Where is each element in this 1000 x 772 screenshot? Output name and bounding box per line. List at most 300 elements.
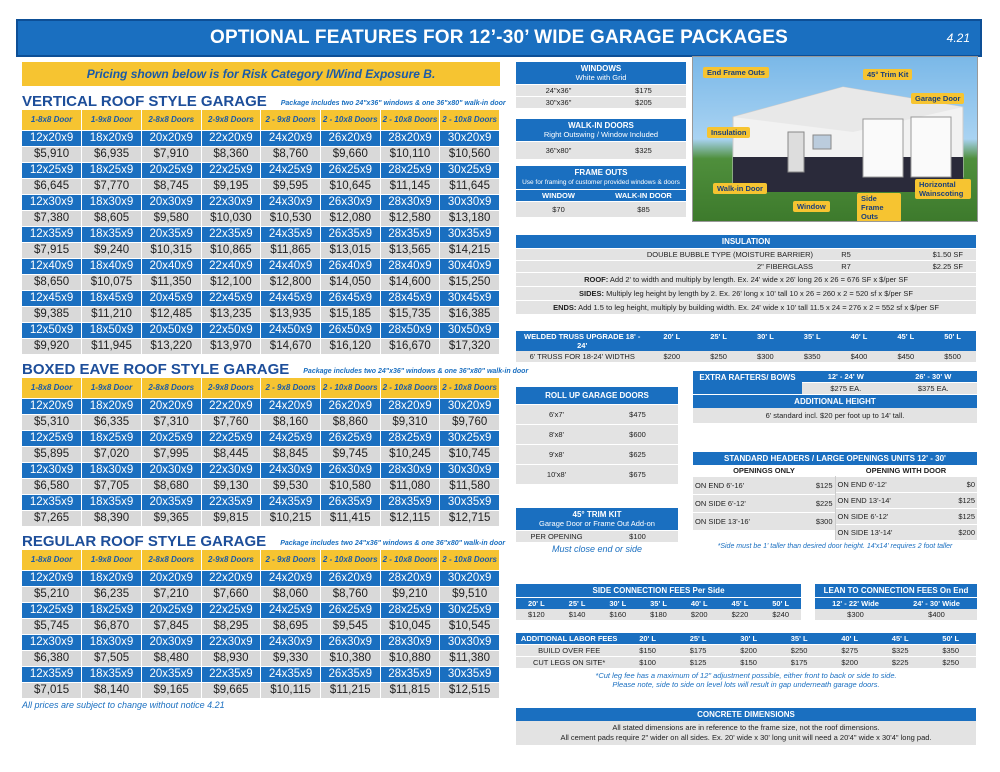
price-cell: $7,770 xyxy=(82,178,142,194)
price-cell: $6,235 xyxy=(82,586,142,602)
size-cell: 26x45x9 xyxy=(320,290,380,306)
size-cell: 24x35x9 xyxy=(261,666,321,682)
price-row xyxy=(22,510,500,526)
door-header: 2 - 10x8 Doors xyxy=(440,110,500,130)
door-header: 2 - 9x8 Doors xyxy=(261,378,321,398)
headers-note: *Side must be 1' taller than desired door height. 14'x14' requires 2 foot taller xyxy=(717,543,953,550)
size-cell: 20x40x9 xyxy=(141,258,201,274)
size-cell: 22x20x9 xyxy=(201,570,261,586)
price-cell: $5,895 xyxy=(22,446,82,462)
door-header: 2 - 10x8 Doors xyxy=(440,550,500,570)
price-cell: $13,935 xyxy=(261,306,321,322)
price-cell: $11,080 xyxy=(380,478,440,494)
size-cell: 26x30x9 xyxy=(320,462,380,478)
lean-to-box xyxy=(815,584,977,620)
size-row xyxy=(22,226,500,242)
section-title: VERTICAL ROOF STYLE GARAGE xyxy=(22,93,267,110)
insulation-header: INSULATION xyxy=(516,235,976,248)
door-header: 2 - 10x8 Doors xyxy=(320,110,380,130)
price-cell: $5,310 xyxy=(22,414,82,430)
size-cell: 22x25x9 xyxy=(201,602,261,618)
size-row xyxy=(22,290,500,306)
price-cell: $5,210 xyxy=(22,586,82,602)
price-cell: $11,865 xyxy=(261,242,321,258)
price-cell: $8,695 xyxy=(261,618,321,634)
price-cell: $9,130 xyxy=(201,478,261,494)
frameouts-box xyxy=(516,166,686,217)
size-cell: 12x30x9 xyxy=(22,194,82,210)
size-cell: 18x35x9 xyxy=(82,494,142,510)
size-cell: 26x30x9 xyxy=(320,194,380,210)
size-cell: 18x40x9 xyxy=(82,258,142,274)
door-header: 2-9x8 Doors xyxy=(201,550,261,570)
size-cell: 18x30x9 xyxy=(82,634,142,650)
concrete-header: CONCRETE DIMENSIONS xyxy=(516,708,976,721)
price-cell: $8,480 xyxy=(141,650,201,666)
size-cell: 18x35x9 xyxy=(82,666,142,682)
price-cell: $7,995 xyxy=(141,446,201,462)
price-row xyxy=(22,242,500,258)
size-cell: 18x45x9 xyxy=(82,290,142,306)
price-row xyxy=(22,682,500,698)
size-cell: 20x25x9 xyxy=(141,430,201,446)
labor-box xyxy=(516,633,976,689)
price-cell: $10,645 xyxy=(320,178,380,194)
pricing-note: Pricing shown below is for Risk Category I/Wind Exposure B. xyxy=(22,62,500,86)
package-note: Package includes two 24"x36" windows & one 36"x80" walk-in door xyxy=(280,540,506,547)
windows-row: 24"x36" $175 xyxy=(516,84,686,96)
callout-insulation: Insulation xyxy=(707,127,750,138)
headers-cols: OPENINGS ONLY OPENING WITH DOOR xyxy=(693,465,977,476)
door-header: 2 - 10x8 Doors xyxy=(380,110,440,130)
price-cell: $12,515 xyxy=(440,682,500,698)
price-cell: $13,180 xyxy=(440,210,500,226)
size-cell: 20x20x9 xyxy=(141,570,201,586)
price-cell: $13,220 xyxy=(141,338,201,354)
price-cell: $14,050 xyxy=(320,274,380,290)
size-row xyxy=(22,194,500,210)
size-cell: 18x25x9 xyxy=(82,602,142,618)
price-cell: $10,560 xyxy=(440,146,500,162)
size-cell: 30x20x9 xyxy=(440,570,500,586)
price-cell: $7,015 xyxy=(22,682,82,698)
size-cell: 22x30x9 xyxy=(201,462,261,478)
price-cell: $14,215 xyxy=(440,242,500,258)
price-cell: $10,315 xyxy=(141,242,201,258)
price-cell: $12,580 xyxy=(380,210,440,226)
size-cell: 28x35x9 xyxy=(380,494,440,510)
rafters-header: EXTRA RAFTERS/ BOWS 12' - 24' W 26' - 30' W $275 EA. $375 EA. xyxy=(693,371,977,394)
size-cell: 22x30x9 xyxy=(201,194,261,210)
size-cell: 20x30x9 xyxy=(141,462,201,478)
door-header: 2 - 10x8 Doors xyxy=(380,378,440,398)
package-note: Package includes two 24"x36" windows & one 36"x80" walk-in door xyxy=(280,100,506,107)
size-cell: 28x30x9 xyxy=(380,634,440,650)
callout-end-frame: End Frame Outs xyxy=(703,67,769,78)
trimkit-box xyxy=(516,508,678,554)
size-cell: 30x30x9 xyxy=(440,634,500,650)
size-cell: 20x45x9 xyxy=(141,290,201,306)
section-heading xyxy=(22,90,506,110)
size-cell: 12x20x9 xyxy=(22,398,82,414)
size-row xyxy=(22,462,500,478)
size-cell: 22x40x9 xyxy=(201,258,261,274)
price-cell: $8,745 xyxy=(141,178,201,194)
header-door-row: ON END 13'-14' $125 xyxy=(836,492,978,508)
lean-to-vals: $300 $400 xyxy=(815,609,977,620)
size-cell: 30x30x9 xyxy=(440,462,500,478)
page-title: OPTIONAL FEATURES FOR 12’-30’ WIDE GARAGE PACKAGES xyxy=(210,27,788,48)
price-cell: $9,330 xyxy=(261,650,321,666)
price-row xyxy=(22,146,500,162)
size-cell: 28x25x9 xyxy=(380,162,440,178)
size-cell: 12x30x9 xyxy=(22,462,82,478)
size-cell: 28x35x9 xyxy=(380,226,440,242)
side-connection-vals: $120 $140 $160 $180 $200 $220 $240 xyxy=(516,609,801,620)
size-cell: 30x20x9 xyxy=(440,130,500,146)
door-header: 1-8x8 Door xyxy=(22,550,82,570)
callout-side-frame: Side Frame Outs xyxy=(857,193,901,222)
size-cell: 20x20x9 xyxy=(141,398,201,414)
price-cell: $10,110 xyxy=(380,146,440,162)
price-cell: $8,605 xyxy=(82,210,142,226)
size-cell: 18x35x9 xyxy=(82,226,142,242)
size-cell: 20x35x9 xyxy=(141,226,201,242)
price-cell: $8,860 xyxy=(320,414,380,430)
size-cell: 22x20x9 xyxy=(201,130,261,146)
header-opening-row: ON SIDE 13'-16' $300 xyxy=(693,512,835,530)
size-cell: 28x50x9 xyxy=(380,322,440,338)
size-cell: 30x35x9 xyxy=(440,666,500,682)
door-header: 1-8x8 Door xyxy=(22,110,82,130)
side-connection-box xyxy=(516,584,801,620)
price-cell: $9,510 xyxy=(440,586,500,602)
price-cell: $8,295 xyxy=(201,618,261,634)
trimkit-row: PER OPENING $100 xyxy=(516,530,678,542)
price-cell: $10,880 xyxy=(380,650,440,666)
size-cell: 26x30x9 xyxy=(320,634,380,650)
price-cell: $14,600 xyxy=(380,274,440,290)
size-cell: 12x35x9 xyxy=(22,666,82,682)
labor-row: BUILD OVER FEE $150 $175 $200 $250 $275 $325 $350 xyxy=(516,644,976,656)
callout-wainscot: Horizontal Wainscoting xyxy=(915,179,971,199)
windows-row: 30"x36" $205 xyxy=(516,96,686,108)
price-cell: $9,595 xyxy=(261,178,321,194)
rollup-row: 9'x8' $625 xyxy=(516,444,678,464)
rollup-box xyxy=(516,387,678,484)
price-cell: $7,910 xyxy=(141,146,201,162)
headers-box xyxy=(693,452,977,550)
price-cell: $12,800 xyxy=(261,274,321,290)
price-cell: $12,485 xyxy=(141,306,201,322)
size-cell: 12x30x9 xyxy=(22,634,82,650)
size-cell: 30x20x9 xyxy=(440,398,500,414)
size-cell: 26x35x9 xyxy=(320,666,380,682)
door-header: 2 - 9x8 Doors xyxy=(261,550,321,570)
lean-to-header: LEAN TO CONNECTION FEES On End xyxy=(815,584,977,597)
price-cell: $11,580 xyxy=(440,478,500,494)
section-title: REGULAR ROOF STYLE GARAGE xyxy=(22,533,267,550)
door-header: 1-8x8 Door xyxy=(22,378,82,398)
callout-walkin: Walk-in Door xyxy=(713,183,767,194)
price-cell: $10,745 xyxy=(440,446,500,462)
price-cell: $8,360 xyxy=(201,146,261,162)
price-cell: $7,915 xyxy=(22,242,82,258)
size-cell: 22x35x9 xyxy=(201,226,261,242)
price-cell: $10,215 xyxy=(261,510,321,526)
price-cell: $15,185 xyxy=(320,306,380,322)
size-cell: 26x40x9 xyxy=(320,258,380,274)
price-cell: $7,660 xyxy=(201,586,261,602)
labor-header: ADDITIONAL LABOR FEES 20' L 25' L 30' L 35' L 40' L 45' L 50' L xyxy=(516,633,976,644)
size-cell: 20x30x9 xyxy=(141,634,201,650)
size-cell: 24x20x9 xyxy=(261,570,321,586)
price-cell: $8,680 xyxy=(141,478,201,494)
price-cell: $9,365 xyxy=(141,510,201,526)
price-row xyxy=(22,306,500,322)
garage-photo xyxy=(692,56,978,222)
header-door-row: ON END 6'-12' $0 xyxy=(836,476,978,492)
size-cell: 18x25x9 xyxy=(82,162,142,178)
price-cell: $9,545 xyxy=(320,618,380,634)
rollup-row: 6'x7' $475 xyxy=(516,404,678,424)
insulation-row: 2" FIBERGLASS R7 $2.25 SF xyxy=(516,260,976,272)
size-cell: 24x40x9 xyxy=(261,258,321,274)
price-cell: $7,845 xyxy=(141,618,201,634)
size-cell: 28x40x9 xyxy=(380,258,440,274)
truss-values: 6' TRUSS FOR 18-24' WIDTHS $200 $250 $300 $350 $400 $450 $500 xyxy=(516,351,976,362)
price-cell: $17,320 xyxy=(440,338,500,354)
size-row xyxy=(22,258,500,274)
price-cell: $10,580 xyxy=(320,478,380,494)
price-cell: $9,815 xyxy=(201,510,261,526)
price-row xyxy=(22,446,500,462)
price-cell: $9,210 xyxy=(380,586,440,602)
size-row xyxy=(22,430,500,446)
walkin-row: 36"x80" $325 xyxy=(516,141,686,159)
size-cell: 24x35x9 xyxy=(261,494,321,510)
size-cell: 12x35x9 xyxy=(22,226,82,242)
rafters-box xyxy=(693,371,977,423)
size-row xyxy=(22,494,500,510)
size-cell: 26x35x9 xyxy=(320,226,380,242)
size-cell: 20x35x9 xyxy=(141,666,201,682)
trimkit-header: 45° TRIM KIT Garage Door or Frame Out Add-on xyxy=(516,508,678,530)
price-table xyxy=(22,378,500,526)
price-cell: $9,745 xyxy=(320,446,380,462)
size-cell: 24x25x9 xyxy=(261,162,321,178)
price-cell: $8,160 xyxy=(261,414,321,430)
price-cell: $5,910 xyxy=(22,146,82,162)
labor-note-1: *Cut leg fee has a maximum of 12" adjustment possible, either front to back or side to side. xyxy=(595,671,897,680)
lean-to-cols: 12' - 22' Wide 24' - 30' Wide xyxy=(815,597,977,609)
insulation-note-sides: SIDES: Multiply leg height by length by 2. Ex. 26' long x 10' tall 10 x 26 = 260 x 2 = 520 sf x $/per SF xyxy=(516,286,976,300)
size-cell: 12x25x9 xyxy=(22,430,82,446)
price-cell: $8,650 xyxy=(22,274,82,290)
price-cell: $11,815 xyxy=(380,682,440,698)
size-cell: 20x25x9 xyxy=(141,602,201,618)
callout-window: Window xyxy=(793,201,830,212)
price-cell: $8,445 xyxy=(201,446,261,462)
price-cell: $12,080 xyxy=(320,210,380,226)
size-cell: 30x25x9 xyxy=(440,602,500,618)
size-cell: 30x25x9 xyxy=(440,430,500,446)
size-cell: 30x35x9 xyxy=(440,226,500,242)
size-cell: 24x30x9 xyxy=(261,462,321,478)
size-cell: 24x30x9 xyxy=(261,634,321,650)
size-row xyxy=(22,570,500,586)
size-cell: 30x35x9 xyxy=(440,494,500,510)
height-header: ADDITIONAL HEIGHT xyxy=(693,395,977,408)
header-door-row: ON SIDE 13'-14' $200 xyxy=(836,524,978,540)
size-cell: 26x25x9 xyxy=(320,430,380,446)
price-row xyxy=(22,618,500,634)
price-cell: $10,030 xyxy=(201,210,261,226)
header-opening-row: ON END 6'-16' $125 xyxy=(693,476,835,494)
size-cell: 20x25x9 xyxy=(141,162,201,178)
size-cell: 28x35x9 xyxy=(380,666,440,682)
price-cell: $9,660 xyxy=(320,146,380,162)
size-row xyxy=(22,634,500,650)
size-cell: 26x35x9 xyxy=(320,494,380,510)
size-cell: 24x20x9 xyxy=(261,398,321,414)
door-header: 2 - 10x8 Doors xyxy=(320,550,380,570)
labor-note-2: Please note, side to side on level lots will result in gap underneath garage doors. xyxy=(612,680,880,689)
header-door-row: ON SIDE 6'-12' $125 xyxy=(836,508,978,524)
size-cell: 26x20x9 xyxy=(320,570,380,586)
size-cell: 30x25x9 xyxy=(440,162,500,178)
size-cell: 28x20x9 xyxy=(380,570,440,586)
size-cell: 28x30x9 xyxy=(380,194,440,210)
insulation-note-ends: ENDS: Add 1.5 to leg height, multiply by building width. Ex. 24' wide x 10' tall 11.5 x 24 = 276 x 2 = 552 sf x $/per SF xyxy=(516,300,976,314)
price-cell: $11,210 xyxy=(82,306,142,322)
size-cell: 12x45x9 xyxy=(22,290,82,306)
door-header-row xyxy=(22,550,500,570)
price-cell: $6,380 xyxy=(22,650,82,666)
size-cell: 26x25x9 xyxy=(320,602,380,618)
door-header: 2 - 9x8 Doors xyxy=(261,110,321,130)
price-cell: $11,350 xyxy=(141,274,201,290)
price-cell: $7,310 xyxy=(141,414,201,430)
price-cell: $8,390 xyxy=(82,510,142,526)
price-cell: $15,250 xyxy=(440,274,500,290)
size-cell: 12x40x9 xyxy=(22,258,82,274)
section-heading xyxy=(22,358,529,378)
size-cell: 22x35x9 xyxy=(201,494,261,510)
price-cell: $12,100 xyxy=(201,274,261,290)
price-row xyxy=(22,650,500,666)
door-header: 2-9x8 Doors xyxy=(201,378,261,398)
size-row xyxy=(22,130,500,146)
door-header-row xyxy=(22,110,500,130)
size-cell: 12x50x9 xyxy=(22,322,82,338)
size-cell: 30x50x9 xyxy=(440,322,500,338)
price-cell: $7,210 xyxy=(141,586,201,602)
size-cell: 12x25x9 xyxy=(22,602,82,618)
door-header: 1-9x8 Door xyxy=(82,550,142,570)
price-cell: $13,015 xyxy=(320,242,380,258)
concrete-box xyxy=(516,708,976,745)
price-cell: $11,645 xyxy=(440,178,500,194)
size-cell: 24x30x9 xyxy=(261,194,321,210)
price-cell: $10,530 xyxy=(261,210,321,226)
size-cell: 30x40x9 xyxy=(440,258,500,274)
price-cell: $5,745 xyxy=(22,618,82,634)
price-cell: $15,735 xyxy=(380,306,440,322)
price-cell: $11,145 xyxy=(380,178,440,194)
size-cell: 22x20x9 xyxy=(201,398,261,414)
price-cell: $13,235 xyxy=(201,306,261,322)
price-cell: $10,045 xyxy=(380,618,440,634)
price-cell: $14,670 xyxy=(261,338,321,354)
windows-box xyxy=(516,62,686,108)
price-cell: $11,380 xyxy=(440,650,500,666)
price-cell: $8,760 xyxy=(320,586,380,602)
size-cell: 24x35x9 xyxy=(261,226,321,242)
side-connection-header: SIDE CONNECTION FEES Per Side xyxy=(516,584,801,597)
door-header-row xyxy=(22,378,500,398)
side-connection-cols: 20' L 25' L 30' L 35' L 40' L 45' L 50' L xyxy=(516,597,801,609)
size-cell: 12x35x9 xyxy=(22,494,82,510)
price-table xyxy=(22,550,500,698)
price-cell: $8,845 xyxy=(261,446,321,462)
price-cell: $6,870 xyxy=(82,618,142,634)
height-text: 6' standard incl. $20 per foot up to 14' tall. xyxy=(693,408,977,423)
trimkit-note: Must close end or side xyxy=(551,544,643,554)
frameouts-cols: WINDOW WALK-IN DOOR xyxy=(516,189,686,201)
price-cell: $7,760 xyxy=(201,414,261,430)
price-cell: $16,120 xyxy=(320,338,380,354)
price-cell: $9,530 xyxy=(261,478,321,494)
insulation-note-roof: ROOF: Add 2' to width and multiply by length. Ex. 24' wide x 26' long 26 x 26 = 676 SF x $/per SF xyxy=(516,272,976,286)
callout-trim: 45° Trim Kit xyxy=(863,69,912,80)
size-cell: 30x45x9 xyxy=(440,290,500,306)
price-cell: $8,140 xyxy=(82,682,142,698)
price-row xyxy=(22,338,500,354)
headers-header: STANDARD HEADERS / LARGE OPENINGS UNITS 12' - 30' xyxy=(693,452,977,465)
price-table xyxy=(22,110,500,354)
size-cell: 26x50x9 xyxy=(320,322,380,338)
price-cell: $9,195 xyxy=(201,178,261,194)
price-row xyxy=(22,586,500,602)
price-cell: $10,115 xyxy=(261,682,321,698)
size-cell: 22x25x9 xyxy=(201,162,261,178)
price-cell: $7,020 xyxy=(82,446,142,462)
frameouts-header: FRAME OUTS Use for framing of customer provided windows & doors xyxy=(516,166,686,189)
labor-row: CUT LEGS ON SITE* $100 $125 $150 $175 $200 $225 $250 xyxy=(516,656,976,668)
door-header: 2-8x8 Doors xyxy=(141,378,201,398)
size-row xyxy=(22,162,500,178)
page-banner xyxy=(16,19,982,57)
price-cell: $10,245 xyxy=(380,446,440,462)
size-cell: 18x50x9 xyxy=(82,322,142,338)
door-header: 2 - 10x8 Doors xyxy=(380,550,440,570)
size-cell: 18x30x9 xyxy=(82,194,142,210)
price-cell: $16,385 xyxy=(440,306,500,322)
price-cell: $9,385 xyxy=(22,306,82,322)
price-row xyxy=(22,210,500,226)
size-cell: 12x25x9 xyxy=(22,162,82,178)
rollup-row: 8'x8' $600 xyxy=(516,424,678,444)
price-cell: $9,580 xyxy=(141,210,201,226)
concrete-line-1: All stated dimensions are in reference to the frame size, not the roof dimensions. xyxy=(516,721,976,732)
size-cell: 26x20x9 xyxy=(320,398,380,414)
door-header: 2-9x8 Doors xyxy=(201,110,261,130)
size-cell: 28x20x9 xyxy=(380,398,440,414)
door-header: 1-9x8 Door xyxy=(82,110,142,130)
size-cell: 28x20x9 xyxy=(380,130,440,146)
price-cell: $6,580 xyxy=(22,478,82,494)
